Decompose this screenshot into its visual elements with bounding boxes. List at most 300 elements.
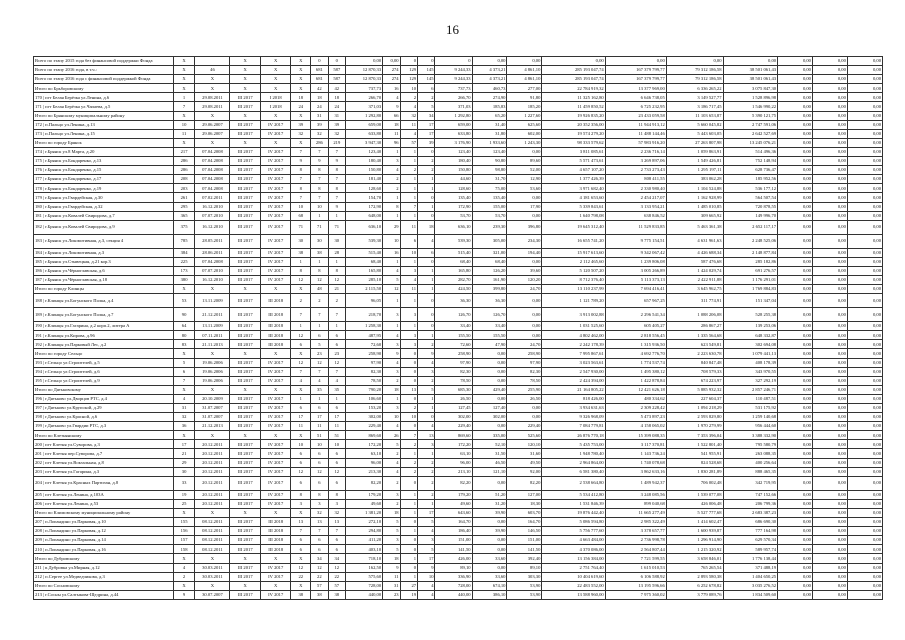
row-value-cell: 07.11.2011	[195, 331, 230, 340]
row-value-cell: 3 947,30	[346, 138, 383, 147]
row-value-cell: 33,40	[472, 322, 507, 331]
row-value-cell: 8	[291, 184, 311, 193]
row-value-cell: X	[230, 138, 261, 147]
row-value-cell: 31.07.2007	[195, 413, 230, 422]
row-value-cell: 82,20	[507, 476, 542, 490]
row-value-cell: 24,70	[507, 340, 542, 349]
row-label-cell: 190 | г.Клинцы ул.Гагарина, д.2 корп.2, литера А	[34, 322, 174, 331]
row-value-cell: 206 799,36	[723, 499, 778, 508]
row-value-cell: 31,70	[472, 175, 507, 184]
row-value-cell: 638 846,52	[605, 211, 666, 220]
row-value-cell: 7	[311, 147, 328, 156]
row-value-cell: 589 957,74	[723, 545, 778, 554]
table-row	[34, 394, 883, 403]
row-value-cell: 6	[418, 248, 435, 257]
row-value-cell: 0,00	[778, 184, 813, 193]
row-value-cell: 0,00	[812, 322, 847, 331]
row-value-cell: 0,00	[812, 563, 847, 572]
row-value-cell: 4	[418, 581, 435, 590]
row-value-cell: 08.12.2011	[195, 527, 230, 536]
row-value-cell: 3 645 962,75	[666, 285, 723, 294]
row-value-cell: 1	[418, 275, 435, 284]
row-value-cell: 151 347,04	[723, 294, 778, 308]
row-value-cell: 2 424 394,00	[542, 376, 605, 385]
row-value-cell: X	[291, 66, 311, 75]
row-value-cell: 151,00	[435, 536, 472, 545]
row-value-cell: 12	[311, 563, 328, 572]
row-value-cell: 0,00	[847, 340, 882, 349]
row-value-cell: 5 756 777,60	[542, 527, 605, 536]
row-value-cell: 0,00	[778, 536, 813, 545]
row-value-cell: 12	[291, 331, 311, 340]
row-value-cell: 0,00	[847, 220, 882, 234]
row-label-cell: 212 | п.Сергее ул.Медведчикова, д.3	[34, 572, 174, 581]
row-value-cell: 396,80	[507, 220, 542, 234]
row-value-cell: 0,00	[847, 476, 882, 490]
row-value-cell: 2	[400, 404, 417, 413]
row-value-cell: 20.12.2011	[195, 449, 230, 458]
row-label-cell: Всего по этапу 2016 года, в т.ч.:	[34, 66, 174, 75]
row-value-cell: 121,10	[472, 467, 507, 476]
row-value-cell: 0,00	[812, 275, 847, 284]
row-value-cell: 2 683 387,23	[723, 508, 778, 517]
row-value-cell: 681	[311, 66, 328, 75]
row-value-cell: III 2017	[230, 102, 261, 111]
table-row	[34, 57, 883, 66]
row-value-cell: 2	[400, 93, 417, 102]
row-value-cell: 0,00	[847, 175, 882, 184]
row-value-cell: 64	[173, 322, 195, 331]
row-value-cell: 16	[383, 84, 400, 93]
row-value-cell: 11	[400, 285, 417, 294]
row-value-cell: 08.12.2011	[195, 536, 230, 545]
row-value-cell: 1	[400, 322, 417, 331]
row-value-cell: IV 2017	[260, 211, 291, 220]
row-value-cell: 63,10	[435, 449, 472, 458]
row-value-cell: 20.10.2009	[195, 394, 230, 403]
row-value-cell: 6	[311, 449, 328, 458]
row-value-cell: 17	[418, 554, 435, 563]
row-value-cell: 53,90	[507, 590, 542, 599]
row-value-cell: 1 162 928,99	[666, 193, 723, 202]
row-value-cell: 127,40	[472, 404, 507, 413]
row-value-cell: 32	[328, 129, 345, 138]
row-value-cell: 20.12.2011	[195, 440, 230, 449]
row-value-cell: 3 269 897,06	[605, 157, 666, 166]
row-value-cell: 1	[383, 147, 400, 156]
row-value-cell: 17	[418, 120, 435, 129]
row-value-cell: 0,00	[472, 545, 507, 554]
row-value-cell: 11	[400, 120, 417, 129]
row-value-cell: 5	[383, 440, 400, 449]
row-value-cell: 156	[173, 527, 195, 536]
row-value-cell: 10	[291, 440, 311, 449]
row-value-cell: 4	[383, 467, 400, 476]
row-label-cell: Итого по Дубровскому	[34, 554, 174, 563]
row-value-cell: 5 885 932,32	[666, 385, 723, 394]
row-value-cell: 4 802 462,00	[542, 331, 605, 340]
row-value-cell: 33,60	[472, 554, 507, 563]
row-value-cell: X	[173, 581, 195, 590]
row-value-cell: 3	[383, 308, 400, 322]
table-row	[34, 340, 883, 349]
row-value-cell: 1 539 077,08	[666, 490, 723, 499]
row-value-cell: 13.11.2009	[195, 294, 230, 308]
row-value-cell: 9	[418, 563, 435, 572]
row-value-cell: 0,00	[778, 404, 813, 413]
row-value-cell: 0,00	[778, 458, 813, 467]
row-value-cell: 3 378 657,77	[605, 527, 666, 536]
row-value-cell: 4	[291, 376, 311, 385]
row-value-cell: IV 2017	[260, 572, 291, 581]
row-value-cell: 302,00	[435, 413, 472, 422]
row-value-cell: 487,95	[346, 331, 383, 340]
row-value-cell: 38	[328, 590, 345, 599]
row-value-cell: 17	[418, 508, 435, 517]
row-value-cell: 3	[383, 340, 400, 349]
row-value-cell: 24	[311, 102, 328, 111]
row-value-cell: 0,00	[778, 294, 813, 308]
row-value-cell: IV 2017	[260, 184, 291, 193]
row-value-cell: 1 600 939,87	[666, 527, 723, 536]
row-value-cell: 274	[383, 75, 400, 84]
row-value-cell: 633,80	[346, 129, 383, 138]
row-value-cell: X	[195, 349, 230, 358]
row-value-cell: 261	[173, 193, 195, 202]
row-value-cell: 3 934 631,63	[542, 404, 605, 413]
row-value-cell: 3 005 266,89	[605, 266, 666, 275]
row-value-cell: 285 193 047,74	[542, 75, 605, 84]
row-value-cell: 10	[291, 202, 311, 211]
row-value-cell: 1	[418, 449, 435, 458]
row-value-cell: 0,00	[847, 349, 882, 358]
row-value-cell: X	[173, 285, 195, 294]
row-value-cell: 1	[383, 294, 400, 308]
row-value-cell: 0,00	[812, 590, 847, 599]
row-value-cell: 5 660 045,82	[666, 120, 723, 129]
row-value-cell: 429,40	[472, 385, 507, 394]
row-value-cell: 78,50	[346, 376, 383, 385]
row-value-cell: 0	[400, 563, 417, 572]
row-value-cell: 49,60	[435, 499, 472, 508]
row-value-cell: 1 549 426,81	[666, 157, 723, 166]
row-value-cell: 777 164,98	[723, 527, 778, 536]
row-value-cell: 0,00	[778, 102, 813, 111]
row-label-cell: Итого по Дятьковскому	[34, 385, 174, 394]
row-value-cell: 309 665,92	[666, 211, 723, 220]
row-value-cell: 4	[383, 93, 400, 102]
row-value-cell: 1	[418, 404, 435, 413]
row-value-cell: X	[173, 111, 195, 120]
row-value-cell: 75,00	[472, 184, 507, 193]
row-value-cell: 6	[328, 340, 345, 349]
row-value-cell: 515,40	[435, 248, 472, 257]
row-value-cell: 17	[418, 129, 435, 138]
row-value-cell: 0,00	[778, 376, 813, 385]
row-value-cell: 0,00	[778, 111, 813, 120]
row-value-cell: 386,10	[472, 590, 507, 599]
row-value-cell: 541 955,91	[666, 449, 723, 458]
row-value-cell: 6 252 678,82	[666, 581, 723, 590]
row-value-cell: 0,00	[812, 367, 847, 376]
row-value-cell: 1 414 602,47	[666, 518, 723, 527]
row-value-cell: 633,80	[435, 129, 472, 138]
row-value-cell: 0,00	[812, 120, 847, 129]
row-value-cell: 6	[291, 458, 311, 467]
row-value-cell: 1 079 441,13	[723, 349, 778, 358]
row-value-cell: 0,00	[778, 138, 813, 147]
row-value-cell: 1 970 279,99	[666, 422, 723, 431]
row-value-cell: 4 370 086,00	[542, 545, 605, 554]
row-value-cell: 0,00	[847, 234, 882, 248]
table-row	[34, 545, 883, 554]
row-value-cell: 2	[311, 294, 328, 308]
row-label-cell: 191 | г.Клинцы ул.Кирова, д.96	[34, 331, 174, 340]
row-value-cell: 44,60	[435, 175, 472, 184]
row-value-cell: 1	[400, 527, 417, 536]
row-value-cell: 0,00	[778, 490, 813, 499]
row-value-cell: 2	[291, 294, 311, 308]
row-value-cell: 71	[311, 220, 328, 234]
row-value-cell: 10	[311, 202, 328, 211]
row-value-cell: 575,60	[346, 572, 383, 581]
row-value-cell: 531 175,92	[723, 404, 778, 413]
row-value-cell: IV 2017	[260, 394, 291, 403]
row-value-cell: 35	[328, 385, 345, 394]
row-value-cell: 0,00	[812, 129, 847, 138]
row-value-cell: 135,40	[435, 193, 472, 202]
row-value-cell: III 2018	[260, 340, 291, 349]
row-value-cell: 1 422 878,84	[605, 376, 666, 385]
row-value-cell: 0,00	[847, 358, 882, 367]
row-value-cell: 9	[383, 102, 400, 111]
row-value-cell: 0,00	[383, 57, 400, 66]
row-value-cell: 5	[418, 545, 435, 554]
row-value-cell: 525,60	[507, 431, 542, 440]
row-value-cell: 155,50	[435, 331, 472, 340]
row-value-cell: X	[195, 138, 230, 147]
row-value-cell: 8	[311, 490, 328, 499]
row-value-cell: I 2018	[260, 93, 291, 102]
table-row	[34, 234, 883, 248]
row-value-cell: 440,00	[435, 590, 472, 599]
row-value-cell: 0,00	[812, 422, 847, 431]
row-value-cell: 07.04.2008	[195, 147, 230, 156]
row-value-cell: X	[291, 508, 311, 517]
table-row	[34, 84, 883, 93]
row-value-cell: 180,40	[346, 157, 383, 166]
row-value-cell: 3	[418, 440, 435, 449]
row-value-cell: 0,00	[847, 211, 882, 220]
row-value-cell: 1 640 798,08	[542, 211, 605, 220]
row-value-cell: 1	[418, 331, 435, 340]
row-value-cell: IV 2017	[260, 129, 291, 138]
table-row	[34, 66, 883, 75]
row-value-cell: 78,50	[435, 376, 472, 385]
row-value-cell: 7	[311, 175, 328, 184]
row-value-cell: 6	[291, 545, 311, 554]
row-value-cell: 30	[328, 234, 345, 248]
row-value-cell: 51	[328, 431, 345, 440]
row-value-cell: 213,30	[346, 467, 383, 476]
row-value-cell: 587	[328, 75, 345, 84]
table-row	[34, 499, 883, 508]
row-value-cell: 57	[311, 581, 328, 590]
row-value-cell: 3 035 276,52	[723, 581, 778, 590]
row-value-cell: 0,00	[778, 563, 813, 572]
row-value-cell: X	[195, 581, 230, 590]
table-row	[34, 554, 883, 563]
row-value-cell: 10	[383, 413, 400, 422]
row-value-cell: 0,00	[723, 57, 778, 66]
table-row	[34, 147, 883, 156]
row-value-cell: 7 084 779,81	[542, 422, 605, 431]
row-value-cell: IV 2017	[260, 166, 291, 175]
row-value-cell: 0,00	[778, 340, 813, 349]
row-value-cell: 11 325 162,80	[542, 93, 605, 102]
row-value-cell: X	[195, 431, 230, 440]
row-value-cell: III 2017	[230, 211, 261, 220]
row-value-cell: III 2017	[230, 518, 261, 527]
row-value-cell: 1 531 846,39	[542, 499, 605, 508]
row-value-cell: X	[173, 75, 195, 84]
row-value-cell: 25	[173, 499, 195, 508]
row-value-cell: IV 2017	[260, 147, 291, 156]
row-value-cell: 1 769 884,83	[723, 285, 778, 294]
row-value-cell: 31,20	[472, 499, 507, 508]
row-value-cell: 42	[311, 84, 328, 93]
row-value-cell: 2	[418, 476, 435, 490]
row-value-cell: 9	[383, 349, 400, 358]
row-value-cell: 4	[418, 234, 435, 248]
row-value-cell: 82,30	[346, 367, 383, 376]
row-value-cell: 0,00	[812, 308, 847, 322]
row-value-cell: 38	[311, 248, 328, 257]
table-row	[34, 202, 883, 211]
row-value-cell: 10	[400, 248, 417, 257]
row-value-cell: 4	[418, 527, 435, 536]
row-value-cell: 5	[418, 385, 435, 394]
row-value-cell: 1	[311, 211, 328, 220]
row-value-cell: 5 443 603,05	[666, 129, 723, 138]
row-value-cell: 21	[173, 449, 195, 458]
row-value-cell: 1 239 806,08	[605, 257, 666, 266]
row-value-cell: 674,10	[472, 581, 507, 590]
row-value-cell: 13	[311, 518, 328, 527]
row-value-cell: 08.12.2011	[195, 545, 230, 554]
row-value-cell: 302 694,08	[723, 340, 778, 349]
row-value-cell: 2 454 217,07	[605, 193, 666, 202]
row-value-cell: 623 549,81	[666, 340, 723, 349]
table-row	[34, 220, 883, 234]
row-value-cell: 52,00	[507, 166, 542, 175]
row-label-cell: 201 | пгт Клетня пер.Суворова, д.7	[34, 449, 174, 458]
row-value-cell: 3	[400, 308, 417, 322]
row-value-cell: 7	[291, 175, 311, 184]
row-value-cell: 365	[173, 211, 195, 220]
row-value-cell: 0,00	[847, 129, 882, 138]
row-value-cell: 1	[418, 394, 435, 403]
row-value-cell: 7	[291, 367, 311, 376]
row-value-cell: 89,10	[507, 563, 542, 572]
row-value-cell: 13 110 237,99	[542, 285, 605, 294]
row-value-cell: 53,70	[435, 211, 472, 220]
row-value-cell: 3 779 089,76	[666, 590, 723, 599]
row-value-cell: 2	[328, 294, 345, 308]
table-row	[34, 508, 883, 517]
row-value-cell: 0,00	[472, 476, 507, 490]
row-value-cell: 0,00	[778, 193, 813, 202]
row-value-cell: 9 244,33	[435, 66, 472, 75]
row-value-cell: 150,80	[346, 166, 383, 175]
row-value-cell: 72,60	[346, 340, 383, 349]
row-value-cell: 31	[328, 111, 345, 120]
row-value-cell: 26 876 770,18	[542, 431, 605, 440]
row-value-cell: 708 579,33	[666, 367, 723, 376]
row-value-cell: 380	[173, 275, 195, 284]
row-value-cell: 12,90	[507, 175, 542, 184]
row-label-cell: 202 | пгт Клетня ул.Вокзальная, д.8	[34, 458, 174, 467]
row-value-cell: X	[291, 554, 311, 563]
row-value-cell: 5 120 507,20	[542, 266, 605, 275]
row-value-cell: 0,00	[847, 157, 882, 166]
row-value-cell: 180,40	[435, 157, 472, 166]
row-value-cell: 0,00	[778, 367, 813, 376]
row-value-cell: 9	[291, 157, 311, 166]
row-value-cell: 32	[173, 413, 195, 422]
row-value-cell: 23 433 059,58	[605, 111, 666, 120]
row-value-cell: 302,00	[472, 413, 507, 422]
row-value-cell: 36,30	[472, 294, 507, 308]
row-value-cell: 371 488,19	[723, 563, 778, 572]
row-value-cell: 5 534 412,80	[542, 490, 605, 499]
row-value-cell: 6	[418, 84, 435, 93]
row-value-cell: 218,70	[346, 308, 383, 322]
row-value-cell: X	[173, 349, 195, 358]
row-value-cell: 0	[418, 147, 435, 156]
row-value-cell: 0,00	[507, 211, 542, 220]
row-value-cell: 2 642 527,69	[723, 129, 778, 138]
row-value-cell: 162,50	[346, 563, 383, 572]
row-value-cell: 32	[400, 111, 417, 120]
row-value-cell: 7 353 396,04	[666, 431, 723, 440]
row-value-cell: 32	[328, 508, 345, 517]
row-value-cell: IV 2017	[260, 220, 291, 234]
row-value-cell: 194,40	[507, 248, 542, 257]
row-value-cell: 1 335 564,68	[666, 331, 723, 340]
row-value-cell: 0,00	[847, 413, 882, 422]
row-value-cell: 30	[291, 234, 311, 248]
row-value-cell: 89,10	[435, 563, 472, 572]
row-value-cell: IV 2017	[260, 449, 291, 458]
row-value-cell: 0,00	[847, 440, 882, 449]
row-value-cell: IV 2017	[260, 476, 291, 490]
table-row	[34, 518, 883, 527]
row-value-cell: X	[260, 57, 291, 66]
row-value-cell: 0,00	[812, 376, 847, 385]
row-value-cell: 13 588 960,00	[542, 590, 605, 599]
row-value-cell: 52,10	[472, 440, 507, 449]
row-value-cell: III 2017	[230, 331, 261, 340]
row-value-cell: IV 2017	[260, 202, 291, 211]
row-value-cell: 3 248 085,56	[605, 490, 666, 499]
row-value-cell: 11	[311, 422, 328, 431]
row-value-cell: IV 2017	[260, 257, 291, 266]
row-value-cell: 4	[173, 394, 195, 403]
table-row	[34, 458, 883, 467]
row-value-cell: 154,70	[346, 193, 383, 202]
row-value-cell: 2 593 829,80	[666, 413, 723, 422]
